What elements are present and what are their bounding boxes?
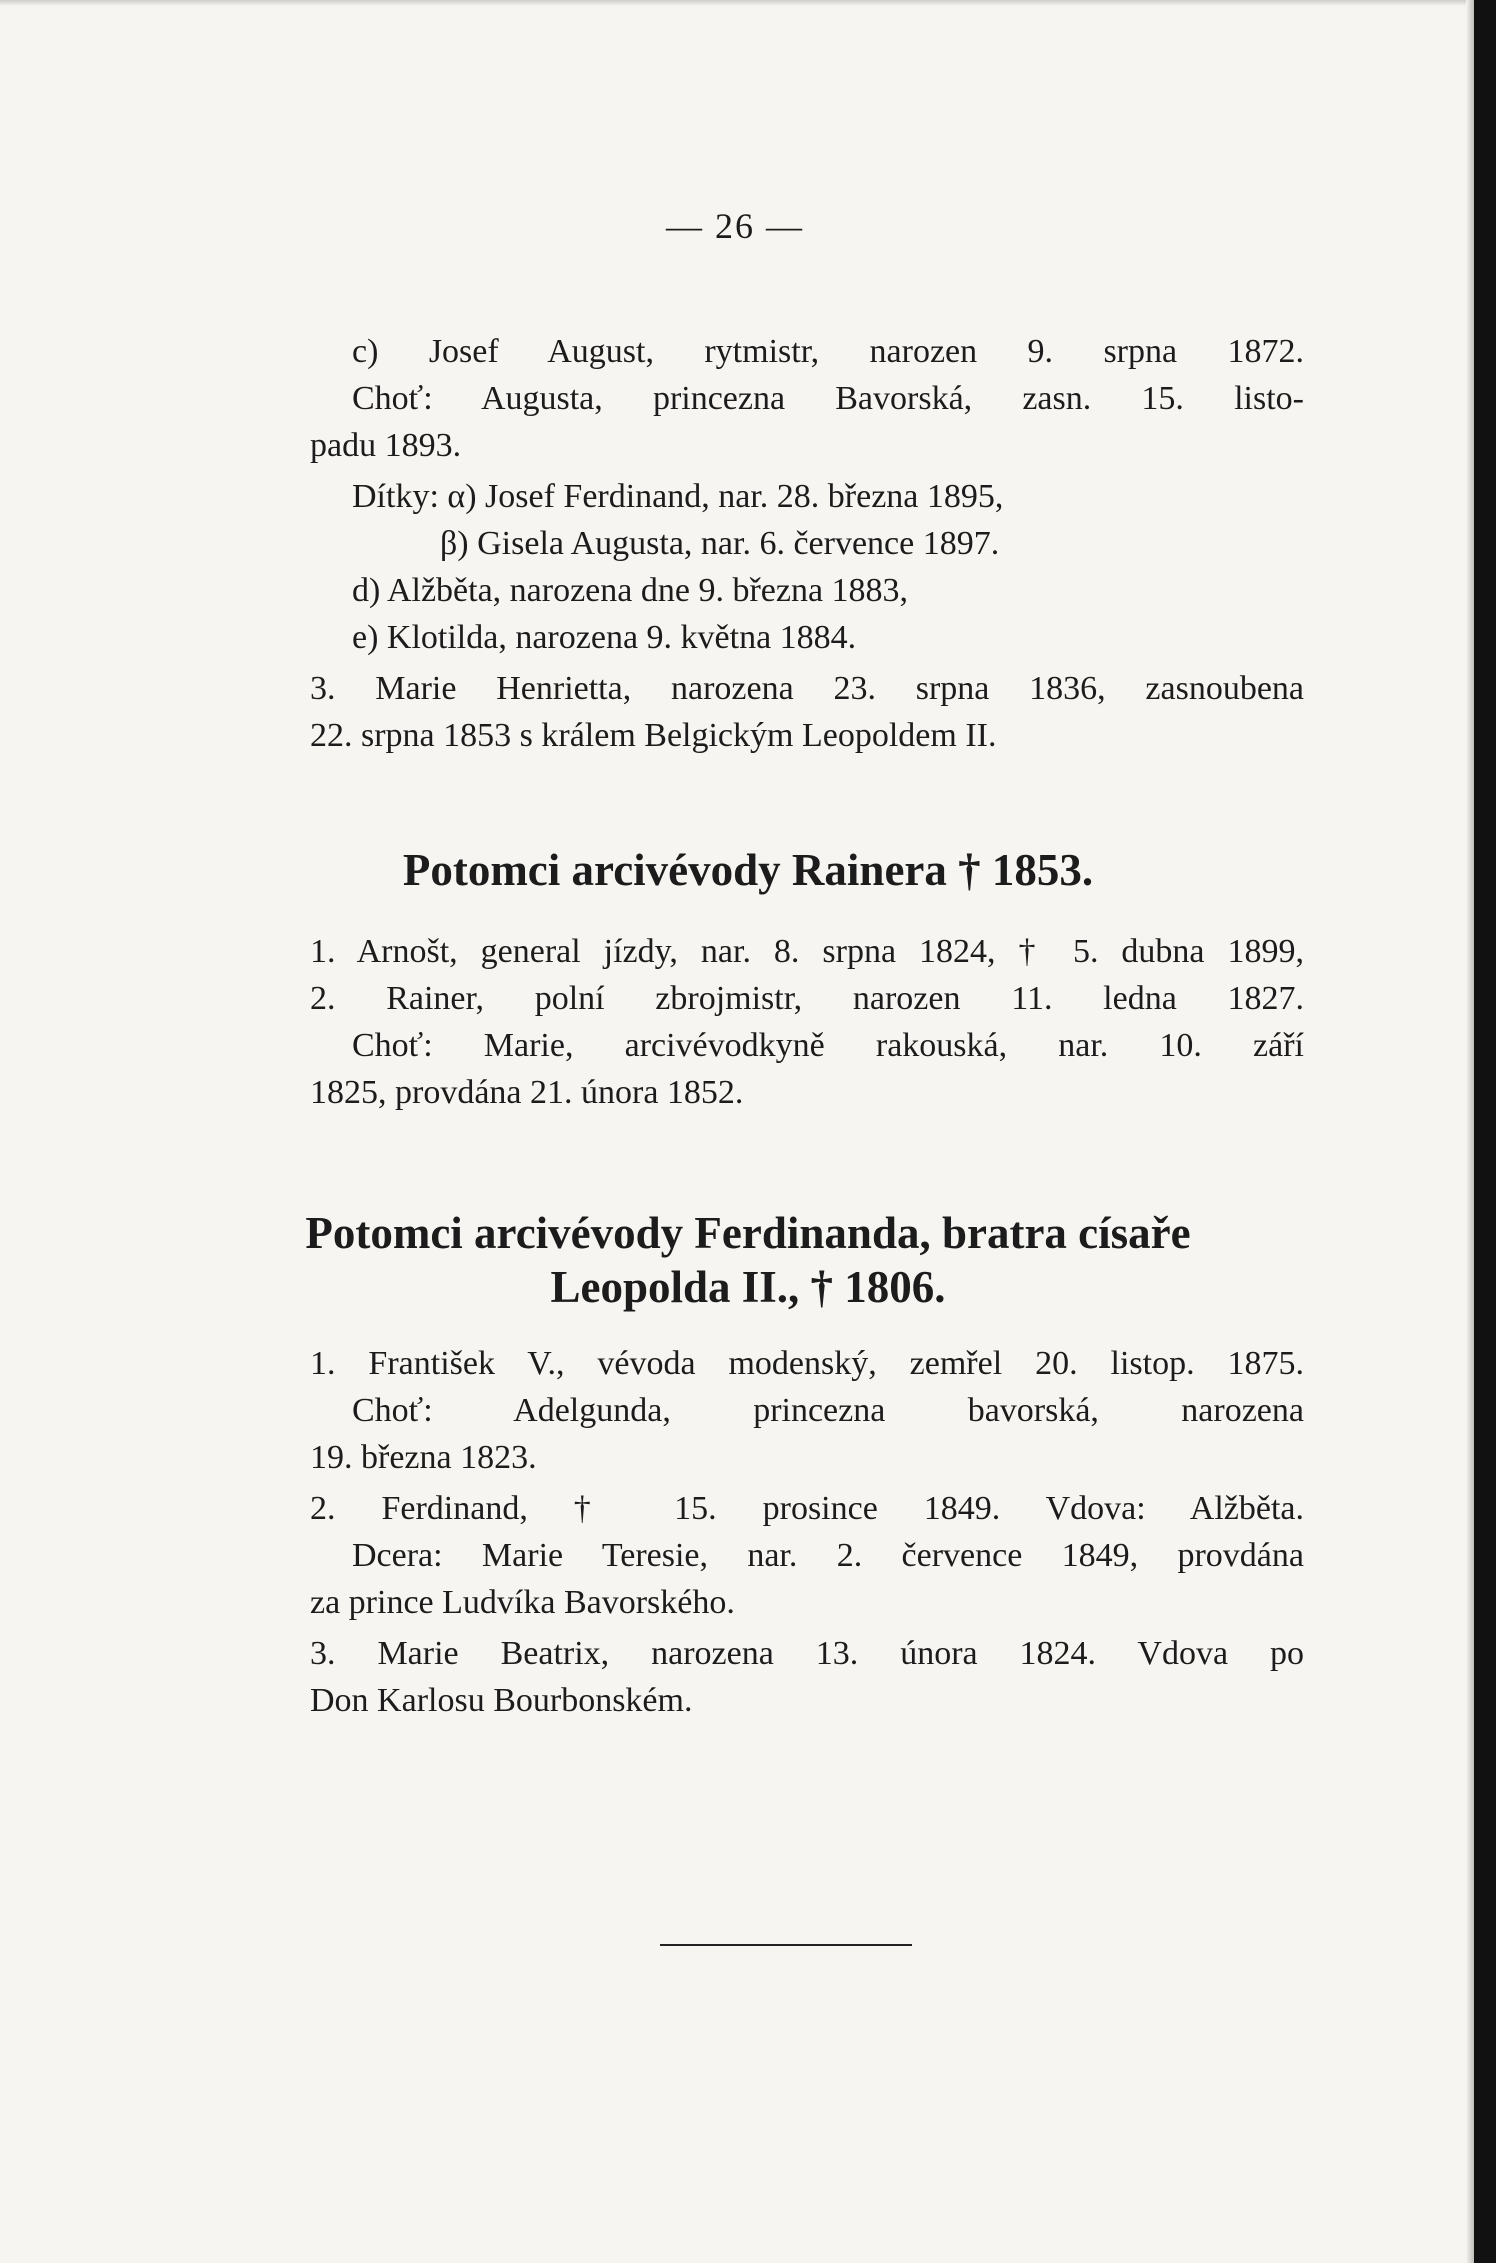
- scan-right-edge: [1474, 0, 1496, 2263]
- entry-line: 22. srpna 1853 s králem Belgickým Leopoldem II.: [310, 717, 997, 754]
- page-number: — 26 —: [666, 206, 804, 246]
- section-rainer-descendants: [310, 928, 1304, 1116]
- entry-line: 1. Arnošt, general jízdy, nar. 8. srpna 1824, † 5. dubna 1899,: [310, 933, 1304, 970]
- entry-line: padu 1893.: [310, 427, 462, 464]
- heading-ferdinand: [0, 1206, 1496, 1314]
- entry-line: 3. Marie Henrietta, narozena 23. srpna 1836, zasnoubena: [310, 670, 1304, 707]
- heading-ferdinand-line1: Potomci arcivévody Ferdinanda, bratra císaře: [305, 1208, 1191, 1258]
- entry-line: 19. března 1823.: [310, 1439, 537, 1476]
- entry-line: c) Josef August, rytmistr, narozen 9. srpna 1872.: [352, 333, 1304, 370]
- section-continuation: [310, 328, 1304, 759]
- entry-line: Don Karlosu Bourbonském.: [310, 1682, 693, 1719]
- entry-line: e) Klotilda, narozena 9. května 1884.: [352, 619, 857, 656]
- entry-line: Choť: Adelgunda, princezna bavorská, narozena: [352, 1392, 1304, 1429]
- entry-line: 1825, provdána 21. února 1852.: [310, 1074, 744, 1111]
- heading-rainer: [0, 843, 1496, 897]
- entry-line: Dcera: Marie Teresie, nar. 2. července 1849, provdána: [352, 1537, 1304, 1574]
- entry-line: β) Gisela Augusta, nar. 6. července 1897.: [440, 525, 1000, 562]
- heading-rainer-text: Potomci arcivévody Rainera † 1853.: [402, 845, 1094, 895]
- entry-line: 1. František V., vévoda modenský, zemřel 20. listop. 1875.: [310, 1345, 1304, 1382]
- closing-rule: [660, 1944, 912, 1946]
- entry-line: 3. Marie Beatrix, narozena 13. února 1824. Vdova po: [310, 1635, 1304, 1672]
- entry-line: za prince Ludvíka Bavorského.: [310, 1584, 735, 1621]
- entry-line: Choť: Marie, arcivévodkyně rakouská, nar. 10. září: [352, 1027, 1304, 1064]
- heading-ferdinand-line2: Leopolda II., † 1806.: [550, 1262, 946, 1312]
- entry-line: d) Alžběta, narozena dne 9. března 1883,: [352, 572, 909, 609]
- entry-line: 2. Ferdinand, † 15. prosince 1849. Vdova: Alžběta.: [310, 1490, 1304, 1527]
- section-ferdinand-descendants: [310, 1340, 1304, 1724]
- entry-line: Dítky: α) Josef Ferdinand, nar. 28. března 1895,: [352, 478, 1004, 515]
- entry-line: Choť: Augusta, princezna Bavorská, zasn. 15. listo-: [352, 380, 1304, 417]
- scan-right-shadow: [1466, 0, 1474, 2263]
- entry-line: 2. Rainer, polní zbrojmistr, narozen 11. ledna 1827.: [310, 980, 1304, 1017]
- scan-top-edge: [0, 0, 1496, 6]
